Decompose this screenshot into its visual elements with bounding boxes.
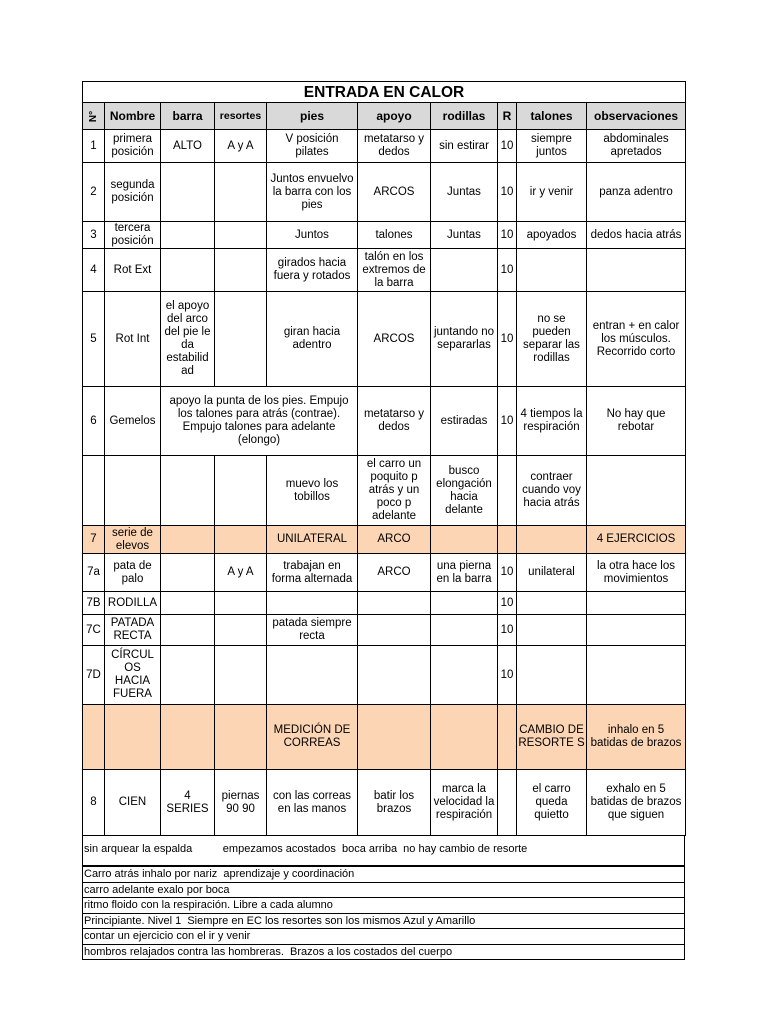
cell-barra — [161, 592, 215, 615]
cell-num: 7a — [83, 554, 105, 592]
cell-rodillas: busco elongación hacia delante — [431, 456, 498, 526]
cell-r: 10 — [498, 222, 517, 249]
cell-apoyo: el carro un poquito p atrás y un poco p adelante — [358, 456, 431, 526]
cell-r: 10 — [498, 646, 517, 705]
cell-r — [498, 456, 517, 526]
cell-barra — [161, 526, 215, 554]
cell-rodillas — [431, 646, 498, 705]
cell-r — [498, 705, 517, 770]
notes-section — [82, 836, 685, 960]
cell-nombre: segunda posición — [105, 163, 161, 222]
cell-pies: Juntos — [267, 222, 358, 249]
note-line: Principiante. Nivel 1 Siempre en EC los resortes son los mismos Azul y Amarillo — [82, 914, 685, 930]
cell-nombre: RODILLA — [105, 592, 161, 615]
cell-apoyo — [358, 615, 431, 646]
col-header-resortes: resortes — [215, 103, 267, 130]
cell-resortes — [215, 646, 267, 705]
cell-r — [498, 770, 517, 836]
cell-nombre: tercera posición — [105, 222, 161, 249]
col-header-pies: pies — [267, 103, 358, 130]
cell-nombre: Gemelos — [105, 387, 161, 456]
cell-rodillas — [431, 249, 498, 292]
cell-num: 5 — [83, 292, 105, 387]
cell-observaciones: No hay que rebotar — [587, 387, 686, 456]
table-title: ENTRADA EN CALOR — [83, 82, 686, 103]
cell-num — [83, 705, 105, 770]
col-header-num: N° — [83, 103, 105, 130]
cell-talones: contraer cuando voy hacia atrás — [517, 456, 587, 526]
cell-num: 6 — [83, 387, 105, 456]
cell-talones — [517, 592, 587, 615]
col-header-observaciones: observaciones — [587, 103, 686, 130]
header-row — [83, 103, 686, 130]
cell-num — [83, 456, 105, 526]
title-row — [83, 82, 686, 103]
cell-nombre: pata de palo — [105, 554, 161, 592]
cell-nombre: CIEN — [105, 770, 161, 836]
cell-nombre: primera posición — [105, 130, 161, 163]
cell-resortes — [215, 292, 267, 387]
cell-r: 10 — [498, 592, 517, 615]
cell-pies: girados hacia fuera y rotados — [267, 249, 358, 292]
table-row — [83, 770, 686, 836]
cell-resortes — [215, 705, 267, 770]
cell-nombre: CÍRCUL OS HACIA FUERA — [105, 646, 161, 705]
cell-talones: siempre juntos — [517, 130, 587, 163]
cell-pies: MEDICIÓN DE CORREAS — [267, 705, 358, 770]
col-header-nombre: Nombre — [105, 103, 161, 130]
cell-r — [498, 526, 517, 554]
cell-num: 7D — [83, 646, 105, 705]
cell-pies: trabajan en forma alternada — [267, 554, 358, 592]
cell-rodillas — [431, 615, 498, 646]
cell-apoyo: talones — [358, 222, 431, 249]
cell-pies: muevo los tobillos — [267, 456, 358, 526]
cell-barra: 4 SERIES — [161, 770, 215, 836]
cell-pies: con las correas en las manos — [267, 770, 358, 836]
cell-merged-description: apoyo la punta de los pies. Empujo los talones para atrás (contrae). Empujo talones para adelante (elongo) — [161, 387, 358, 456]
cell-observaciones — [587, 456, 686, 526]
cell-rodillas: estiradas — [431, 387, 498, 456]
cell-apoyo — [358, 705, 431, 770]
cell-pies: V posición pilates — [267, 130, 358, 163]
cell-rodillas: una pierna en la barra — [431, 554, 498, 592]
cell-observaciones: dedos hacia atrás — [587, 222, 686, 249]
cell-rodillas: sin estirar — [431, 130, 498, 163]
cell-observaciones — [587, 615, 686, 646]
cell-r: 10 — [498, 615, 517, 646]
table-row — [83, 456, 686, 526]
cell-barra — [161, 456, 215, 526]
col-header-r: R — [498, 103, 517, 130]
cell-barra — [161, 615, 215, 646]
cell-num: 4 — [83, 249, 105, 292]
cell-r: 10 — [498, 554, 517, 592]
table-row — [83, 130, 686, 163]
table-row — [83, 163, 686, 222]
cell-num: 2 — [83, 163, 105, 222]
cell-r: 10 — [498, 387, 517, 456]
cell-rodillas: juntando no separarlas — [431, 292, 498, 387]
note-line: contar un ejercicio con el ir y venir — [82, 929, 685, 945]
note-line: sin arquear la espalda empezamos acostados boca arriba no hay cambio de resorte — [82, 836, 685, 867]
cell-nombre: Rot Ext — [105, 249, 161, 292]
cell-barra — [161, 249, 215, 292]
cell-talones: 4 tiempos la respiración — [517, 387, 587, 456]
cell-barra — [161, 646, 215, 705]
cell-talones: unilateral — [517, 554, 587, 592]
cell-num: 7B — [83, 592, 105, 615]
table-row — [83, 387, 686, 456]
cell-pies — [267, 592, 358, 615]
cell-barra: el apoyo del arco del pie le da estabilid ad — [161, 292, 215, 387]
table-row — [83, 554, 686, 592]
cell-observaciones: panza adentro — [587, 163, 686, 222]
cell-resortes — [215, 163, 267, 222]
cell-resortes: A y A — [215, 130, 267, 163]
cell-talones: el carro queda quietto — [517, 770, 587, 836]
cell-observaciones: 4 EJERCICIOS — [587, 526, 686, 554]
cell-resortes: piernas 90 90 — [215, 770, 267, 836]
cell-apoyo: batir los brazos — [358, 770, 431, 836]
cell-barra — [161, 554, 215, 592]
cell-apoyo: metatarso y dedos — [358, 387, 431, 456]
table-row — [83, 249, 686, 292]
cell-num: 1 — [83, 130, 105, 163]
col-header-apoyo: apoyo — [358, 103, 431, 130]
cell-talones — [517, 615, 587, 646]
cell-observaciones — [587, 646, 686, 705]
table-row — [83, 646, 686, 705]
cell-num: 7C — [83, 615, 105, 646]
cell-resortes — [215, 456, 267, 526]
cell-resortes: A y A — [215, 554, 267, 592]
cell-resortes — [215, 222, 267, 249]
col-header-talones: talones — [517, 103, 587, 130]
cell-r: 10 — [498, 130, 517, 163]
cell-apoyo: ARCOS — [358, 163, 431, 222]
cell-apoyo: ARCO — [358, 526, 431, 554]
cell-observaciones: entran + en calor los músculos. Recorrido corto — [587, 292, 686, 387]
cell-num: 3 — [83, 222, 105, 249]
cell-observaciones: inhalo en 5 batidas de brazos — [587, 705, 686, 770]
cell-talones: CAMBIO DE RESORTE S — [517, 705, 587, 770]
cell-num: 7 — [83, 526, 105, 554]
cell-rodillas: Juntas — [431, 163, 498, 222]
cell-observaciones — [587, 592, 686, 615]
cell-observaciones: abdominales apretados — [587, 130, 686, 163]
cell-pies: giran hacia adentro — [267, 292, 358, 387]
cell-r: 10 — [498, 292, 517, 387]
cell-r: 10 — [498, 249, 517, 292]
cell-barra — [161, 705, 215, 770]
table-row — [83, 526, 686, 554]
cell-observaciones: exhalo en 5 batidas de brazos que siguen — [587, 770, 686, 836]
cell-rodillas — [431, 592, 498, 615]
cell-talones: no se pueden separar las rodillas — [517, 292, 587, 387]
cell-resortes — [215, 615, 267, 646]
cell-resortes — [215, 249, 267, 292]
cell-rodillas: marca la velocidad la respiración — [431, 770, 498, 836]
col-header-barra: barra — [161, 103, 215, 130]
col-header-rodillas: rodillas — [431, 103, 498, 130]
cell-pies: UNILATERAL — [267, 526, 358, 554]
cell-talones: ir y venir — [517, 163, 587, 222]
cell-nombre: serie de elevos — [105, 526, 161, 554]
cell-r: 10 — [498, 163, 517, 222]
cell-nombre — [105, 456, 161, 526]
table-row — [83, 592, 686, 615]
table-row — [83, 705, 686, 770]
cell-rodillas — [431, 526, 498, 554]
table-row — [83, 292, 686, 387]
cell-pies: patada siempre recta — [267, 615, 358, 646]
note-line: hombros relajados contra las hombreras. Brazos a los costados del cuerpo — [82, 945, 685, 961]
cell-apoyo — [358, 592, 431, 615]
table-row — [83, 222, 686, 249]
note-line: Carro atrás inhalo por nariz aprendizaje y coordinación — [82, 867, 685, 883]
cell-rodillas: Juntas — [431, 222, 498, 249]
cell-apoyo: ARCOS — [358, 292, 431, 387]
warmup-sheet — [82, 81, 685, 960]
cell-talones — [517, 526, 587, 554]
cell-apoyo — [358, 646, 431, 705]
table-row — [83, 615, 686, 646]
cell-pies: Juntos envuelvo la barra con los pies — [267, 163, 358, 222]
cell-apoyo: talón en los extremos de la barra — [358, 249, 431, 292]
warmup-table — [82, 81, 686, 836]
cell-apoyo: metatarso y dedos — [358, 130, 431, 163]
cell-barra: ALTO — [161, 130, 215, 163]
cell-resortes — [215, 526, 267, 554]
cell-num: 8 — [83, 770, 105, 836]
cell-observaciones: la otra hace los movimientos — [587, 554, 686, 592]
cell-nombre — [105, 705, 161, 770]
cell-talones — [517, 646, 587, 705]
cell-resortes — [215, 592, 267, 615]
cell-barra — [161, 222, 215, 249]
cell-pies — [267, 646, 358, 705]
cell-nombre: Rot Int — [105, 292, 161, 387]
cell-nombre: PATADA RECTA — [105, 615, 161, 646]
note-line: ritmo floido con la respiración. Libre a cada alumno — [82, 898, 685, 914]
cell-apoyo: ARCO — [358, 554, 431, 592]
cell-rodillas — [431, 705, 498, 770]
cell-talones — [517, 249, 587, 292]
cell-talones: apoyados — [517, 222, 587, 249]
cell-barra — [161, 163, 215, 222]
note-line: carro adelante exalo por boca — [82, 883, 685, 899]
cell-observaciones — [587, 249, 686, 292]
